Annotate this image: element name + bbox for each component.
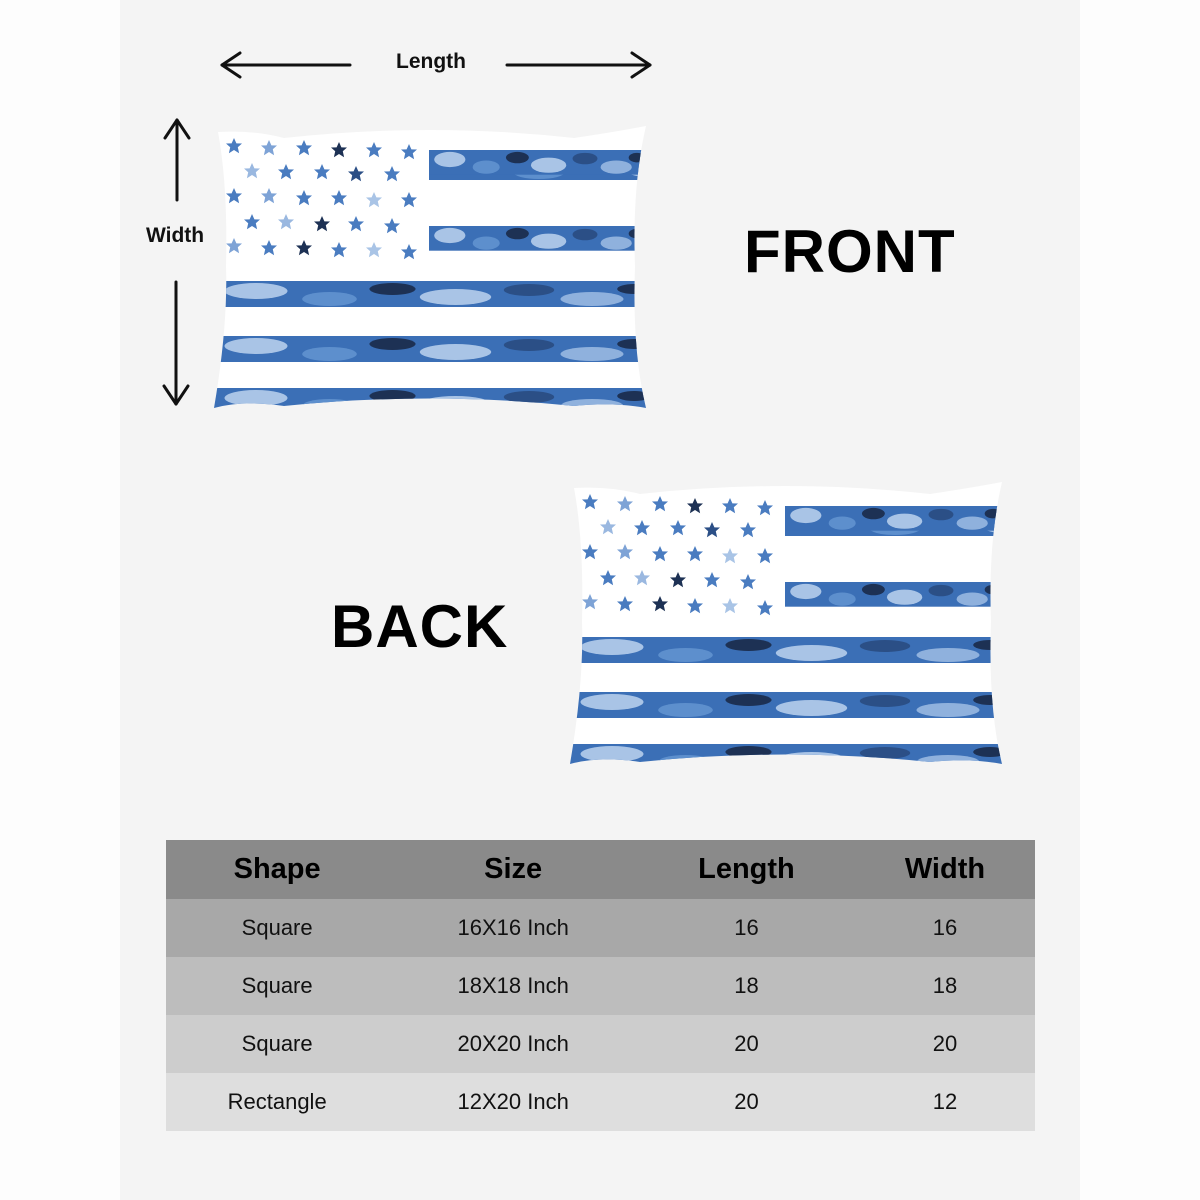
- cell-shape: Rectangle: [166, 1073, 388, 1131]
- header-width: Width: [855, 840, 1035, 899]
- cell-length: 20: [638, 1015, 855, 1073]
- header-shape: Shape: [166, 840, 388, 899]
- cell-length: 18: [638, 957, 855, 1015]
- size-table: [166, 840, 1035, 1131]
- cell-size: 18X18 Inch: [388, 957, 638, 1015]
- cell-shape: Square: [166, 957, 388, 1015]
- cell-size: 12X20 Inch: [388, 1073, 638, 1131]
- cell-width: 20: [855, 1015, 1035, 1073]
- cell-length: 20: [638, 1073, 855, 1131]
- cell-width: 18: [855, 957, 1035, 1015]
- cell-shape: Square: [166, 1015, 388, 1073]
- cell-length: 16: [638, 899, 855, 957]
- front-label: FRONT: [744, 218, 956, 285]
- header-length: Length: [638, 840, 855, 899]
- length-label: Length: [396, 50, 466, 73]
- header-size: Size: [388, 840, 638, 899]
- table-row: [166, 899, 1035, 957]
- table-row: [166, 957, 1035, 1015]
- width-label: Width: [146, 224, 205, 247]
- pillow-back-image: [570, 482, 1010, 772]
- table-header-row: [166, 840, 1035, 899]
- table-row: [166, 1073, 1035, 1131]
- pillow-front-image: [214, 126, 654, 416]
- cell-width: 12: [855, 1073, 1035, 1131]
- cell-width: 16: [855, 899, 1035, 957]
- table-row: [166, 1015, 1035, 1073]
- back-label: BACK: [331, 593, 509, 660]
- cell-size: 20X20 Inch: [388, 1015, 638, 1073]
- cell-shape: Square: [166, 899, 388, 957]
- cell-size: 16X16 Inch: [388, 899, 638, 957]
